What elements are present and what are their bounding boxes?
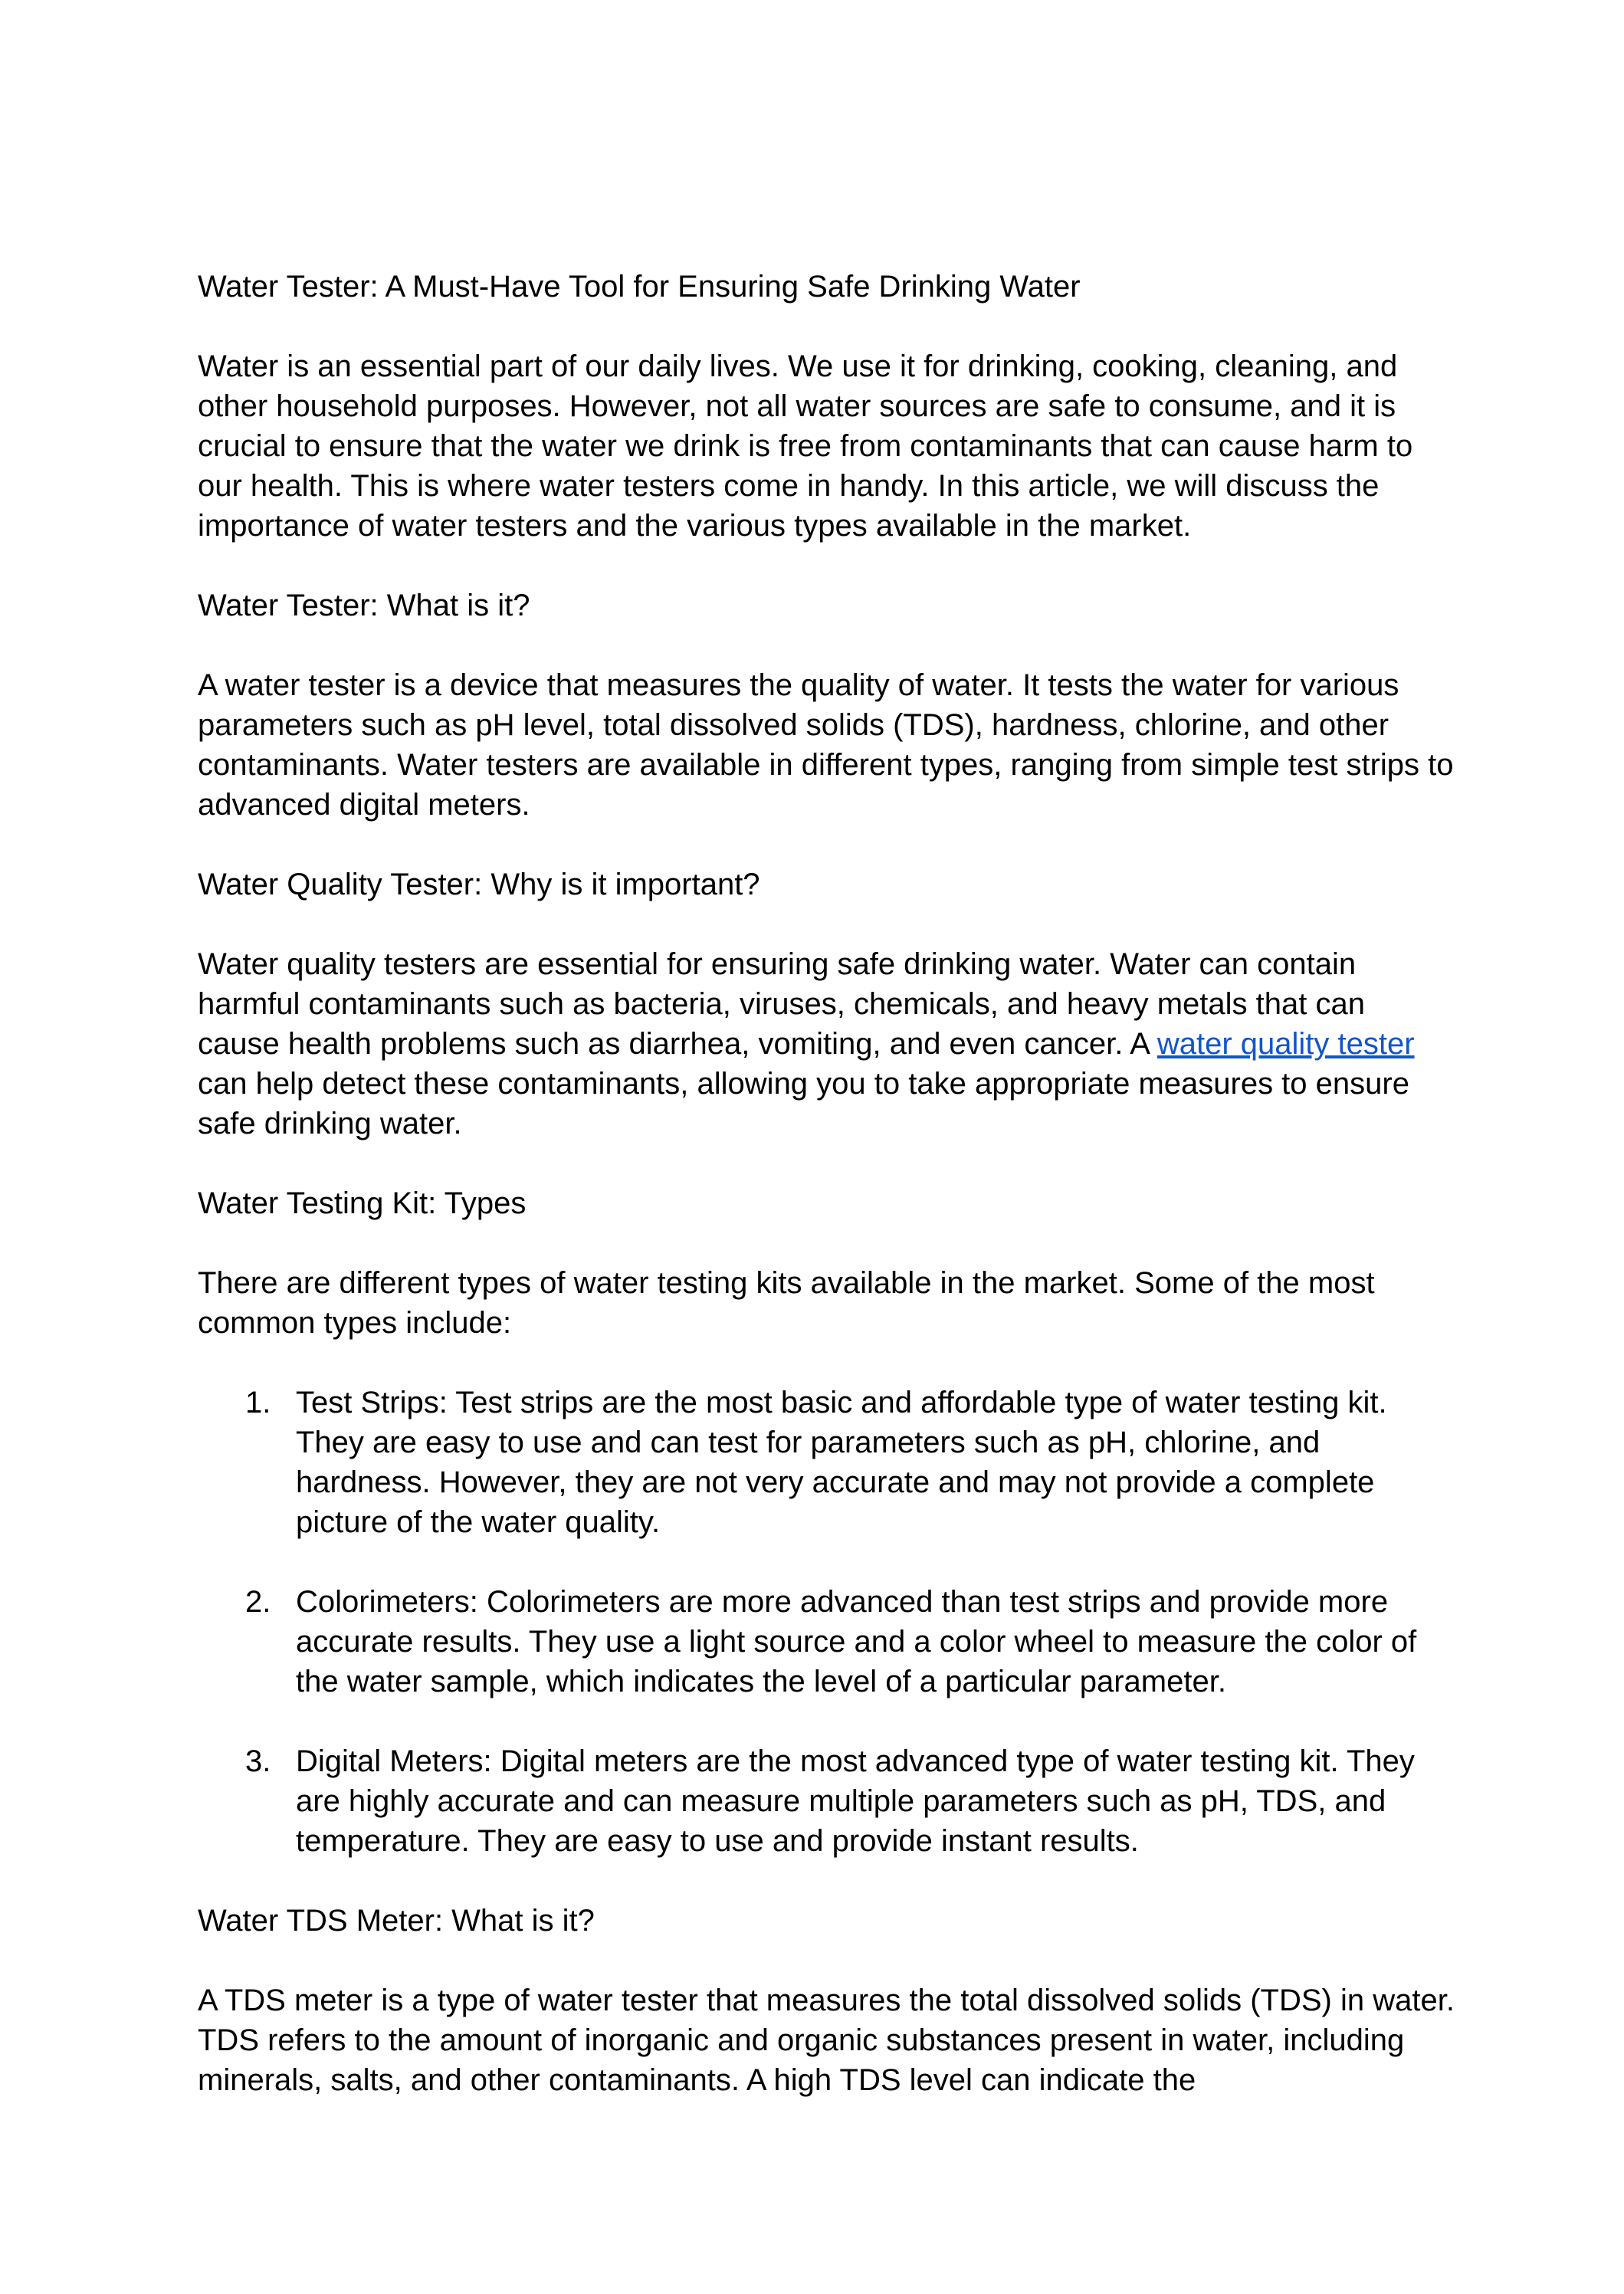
list-item-number: 3. bbox=[245, 1744, 271, 1778]
what-is-heading: Water Tester: What is it? bbox=[198, 589, 530, 622]
importance-heading: Water Quality Tester: Why is it important? bbox=[198, 868, 760, 901]
list-item bbox=[198, 1582, 1455, 1702]
document-body bbox=[198, 267, 1455, 2140]
types-heading: Water Testing Kit: Types bbox=[198, 1186, 527, 1220]
types-intro-paragraph: There are different types of water testing kits available in the market. Some of the most common types include: bbox=[198, 1266, 1375, 1340]
list-item bbox=[198, 1741, 1455, 1861]
kit-types-list bbox=[198, 1383, 1455, 1861]
tds-paragraph: A TDS meter is a type of water tester that measures the total dissolved solids (TDS) in water. TDS refers to the amount of inorganic and organic substances present in water, including minerals, salts, and other contaminants. A high TDS level can indicate the bbox=[198, 1984, 1455, 2097]
list-item-text: Test Strips: Test strips are the most basic and affordable type of water testing kit. They are easy to use and can test for parameters such as pH, chlorine, and hardness. However, they are not very accurate and may not provide a complete picture of the water quality. bbox=[296, 1386, 1387, 1539]
list-item-text: Colorimeters: Colorimeters are more advanced than test strips and provide more accurate results. They use a light source and a color wheel to measure the color of the water sample, which indicates the level of a particular parameter. bbox=[296, 1585, 1417, 1698]
document-title: Water Tester: A Must-Have Tool for Ensuring Safe Drinking Water bbox=[198, 270, 1081, 304]
list-item bbox=[198, 1383, 1455, 1542]
tds-heading: Water TDS Meter: What is it? bbox=[198, 1904, 595, 1938]
list-item-number: 1. bbox=[245, 1386, 271, 1419]
list-item-number: 2. bbox=[245, 1585, 271, 1619]
intro-paragraph: Water is an essential part of our daily lives. We use it for drinking, cooking, cleaning, and other household purposes. However, not all water sources are safe to consume, and it is crucial to ensure that the water we drink is free from contaminants that can cause harm to our health. This is where water testers come in handy. In this article, we will discuss the importance of water testers and the various types available in the market. bbox=[198, 350, 1413, 543]
water-quality-tester-link[interactable]: water quality tester bbox=[1156, 1027, 1415, 1061]
importance-text-after-link: can help detect these contaminants, allowing you to take appropriate measures to ensure safe drinking water. bbox=[198, 1067, 1409, 1140]
importance-paragraph bbox=[198, 944, 1455, 1144]
importance-text-before-link: Water quality testers are essential for ensuring safe drinking water. Water can contain harmful contaminants such as bacteria, viruses, chemicals, and heavy metals that can cause health problems such as diarrhea, vomiting, and even cancer. A bbox=[198, 947, 1365, 1061]
list-item-text: Digital Meters: Digital meters are the most advanced type of water testing kit. They are highly accurate and can measure multiple parameters such as pH, TDS, and temperature. They are easy to use and provide instant results. bbox=[296, 1744, 1415, 1858]
what-is-paragraph: A water tester is a device that measures the quality of water. It tests the water for various parameters such as pH level, total dissolved solids (TDS), hardness, chlorine, and other contaminants. Water testers are available in different types, ranging from simple test strips to advanced digital meters. bbox=[198, 668, 1454, 822]
